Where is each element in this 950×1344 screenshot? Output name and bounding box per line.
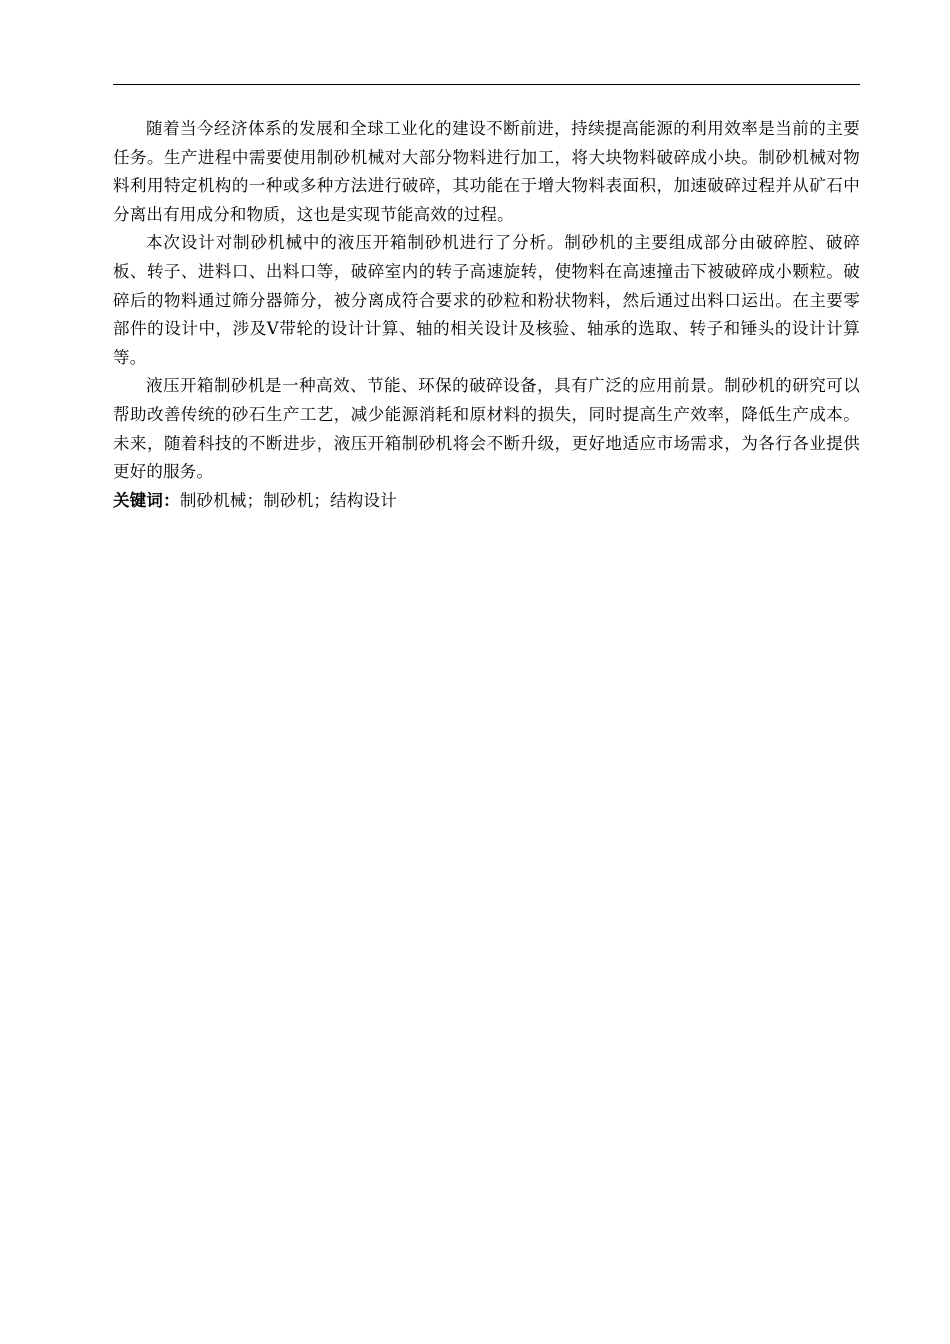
header-rule <box>113 84 860 85</box>
keywords-line <box>113 487 860 516</box>
keywords-label: 关键词： <box>113 490 180 510</box>
paragraph-1: 随着当今经济体系的发展和全球工业化的建设不断前进，持续提高能源的利用效率是当前的主要任务。生产进程中需要使用制砂机械对大部分物料进行加工，将大块物料破碎成小块。制砂机械对物料利用特定机构的一种或多种方法进行破碎，其功能在于增大物料表面积，加速破碎过程并从矿石中分离出有用成分和物质，这也是实现节能高效的过程。 <box>113 119 860 224</box>
paragraph-3: 液压开箱制砂机是一种高效、节能、环保的破碎设备，具有广泛的应用前景。制砂机的研究可以帮助改善传统的砂石生产工艺，减少能源消耗和原材料的损失，同时提高生产效率，降低生产成本。未来，随着科技的不断进步，液压开箱制砂机将会不断升级，更好地适应市场需求，为各行各业提供更好的服务。 <box>113 376 860 482</box>
paragraph-2: 本次设计对制砂机械中的液压开箱制砂机进行了分析。制砂机的主要组成部分由破碎腔、破碎板、转子、进料口、出料口等，破碎室内的转子高速旋转，使物料在高速撞击下被破碎成小颗粒。破碎后的物料通过筛分器筛分，被分离成符合要求的砂粒和粉状物料，然后通过出料口运出。在主要零部件的设计中，涉及V带轮的设计计算、轴的相关设计及核验、轴承的选取、转子和锤头的设计计算等。 <box>113 233 860 367</box>
keywords-text: 制砂机械；制砂机；结构设计 <box>179 490 397 510</box>
abstract-body <box>113 115 860 515</box>
